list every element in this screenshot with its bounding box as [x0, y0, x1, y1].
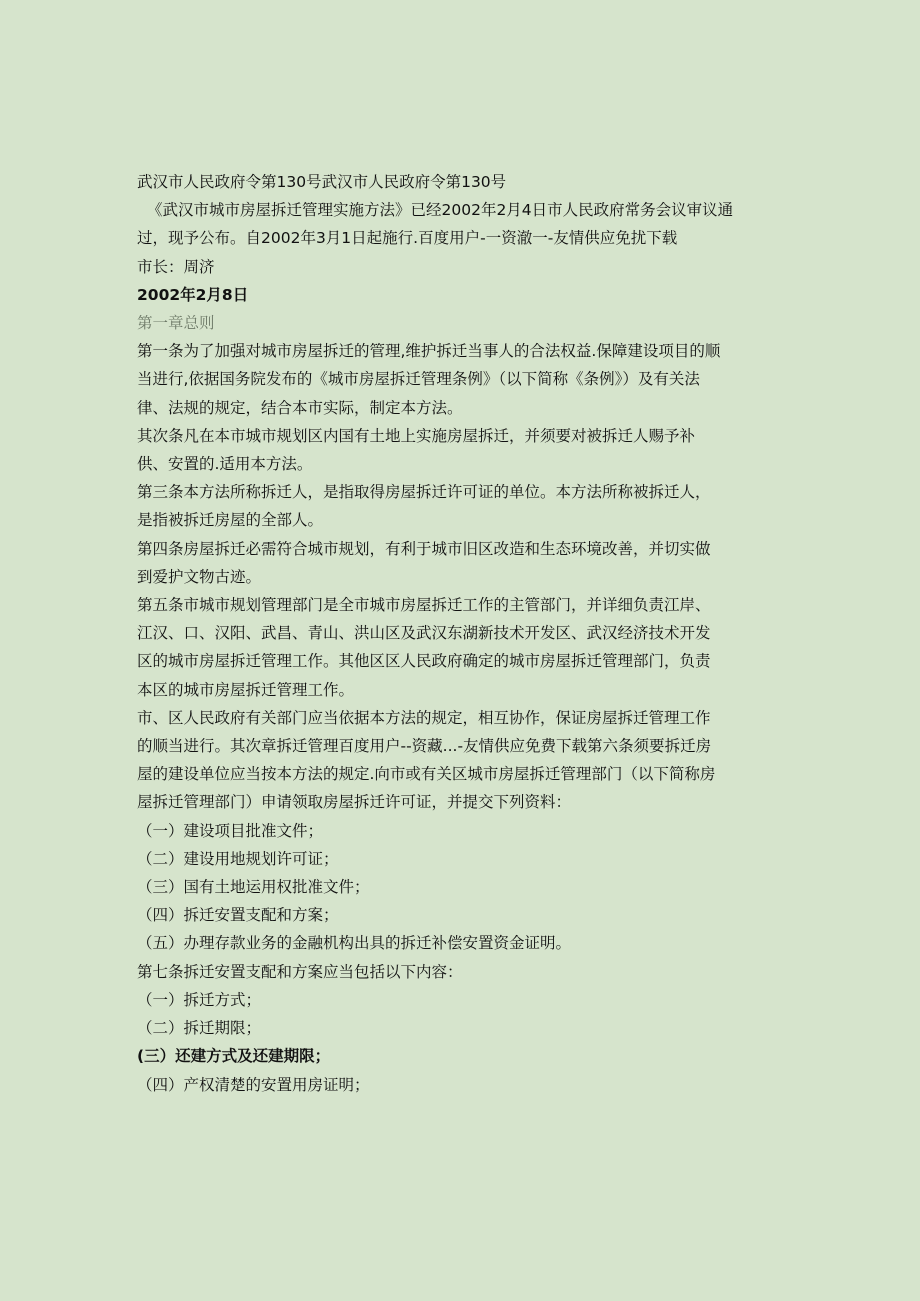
article-2-line-2: 供、安置的.适用本方法。: [137, 455, 313, 474]
article-6-item-4: （四）拆迁安置支配和方案；: [137, 906, 339, 925]
article-7-heading: 第七条拆迁安置支配和方案应当包括以下内容：: [137, 962, 463, 981]
intro-line-2: 过，现予公布。自2002年3月1日起施行.百度用户-一资澈一-友情供应免扰下载: [137, 229, 678, 248]
article-6-item-2: （二）建设用地规划许可证；: [137, 849, 339, 868]
article-5-line-1: 第五条市城市规划管理部门是全市城市房屋拆迁工作的主管部门，并详细负责江岸、: [137, 596, 711, 615]
article-3-line-1: 第三条本方法所称拆迁人，是指取得房屋拆迁许可证的单位。本方法所称被拆迁人，: [137, 483, 711, 502]
article-5-line-4: 本区的城市房屋拆迁管理工作。: [137, 680, 355, 699]
article-1-line-1: 第一条为了加强对城市房屋拆迁的管理,维护拆迁当事人的合法权益.保障建设项目的顺: [137, 342, 721, 361]
article-5b-line-4: 屋拆迁管理部门）申请领取房屋拆迁许可证，并提交下列资料：: [137, 793, 572, 812]
article-5b-line-3: 屋的建设单位应当按本方法的规定.向市或有关区城市房屋拆迁管理部门（以下简称房: [137, 765, 716, 784]
article-4-line-1: 第四条房屋拆迁必需符合城市规划，有利于城市旧区改造和生态环境改善，并切实做: [137, 539, 711, 558]
mayor-line: 市长：周济: [137, 257, 215, 276]
article-5-line-3: 区的城市房屋拆迁管理工作。其他区区人民政府确定的城市房屋拆迁管理部门，负责: [137, 652, 711, 671]
article-7-item-4: （四）产权清楚的安置用房证明；: [137, 1075, 370, 1094]
chapter-heading-1: 第一章总则: [137, 314, 215, 333]
article-7-item-3: (三）还建方式及还建期限；: [137, 1047, 331, 1066]
issue-date: 2002年2月8日: [137, 285, 249, 304]
article-6-item-5: （五）办理存款业务的金融机构出具的拆迁补偿安置资金证明。: [137, 934, 572, 953]
article-2-line-1: 其次条凡在本市城市规划区内国有土地上实施房屋拆迁，并须要对被拆迁人赐予补: [137, 426, 696, 445]
article-5b-line-2: 的顺当进行。其次章拆迁管理百度用户--资藏...-友情供应免费下载第六条须要拆迁房: [137, 737, 712, 756]
article-5-line-2: 江汉、口、汉阳、武昌、青山、洪山区及武汉东湖新技术开发区、武汉经济技术开发: [137, 624, 711, 643]
article-6-item-1: （一）建设项目批准文件；: [137, 821, 324, 840]
article-1-line-2: 当进行,依据国务院发布的《城市房屋拆迁管理条例》（以下简称《条例》）及有关法: [137, 370, 700, 389]
article-3-line-2: 是指被拆迁房屋的全部人。: [137, 511, 324, 530]
document-body: [137, 168, 777, 1099]
article-1-line-3: 律、法规的规定，结合本市实际，制定本方法。: [137, 398, 463, 417]
article-4-line-2: 到爱护文物古迹。: [137, 567, 262, 586]
intro-line-1: 《武汉市城市房屋拆迁管理实施方法》已经2002年2月4日市人民政府常务会议审议通: [147, 201, 734, 220]
document-title: 武汉市人民政府令第130号武汉市人民政府令第130号: [137, 173, 507, 191]
article-5b-line-1: 市、区人民政府有关部门应当依据本方法的规定，相互协作，保证房屋拆迁管理工作: [137, 708, 711, 727]
article-6-item-3: （三）国有土地运用权批准文件；: [137, 878, 370, 897]
article-7-item-2: （二）拆迁期限；: [137, 1019, 262, 1038]
article-7-item-1: （一）拆迁方式；: [137, 990, 262, 1009]
